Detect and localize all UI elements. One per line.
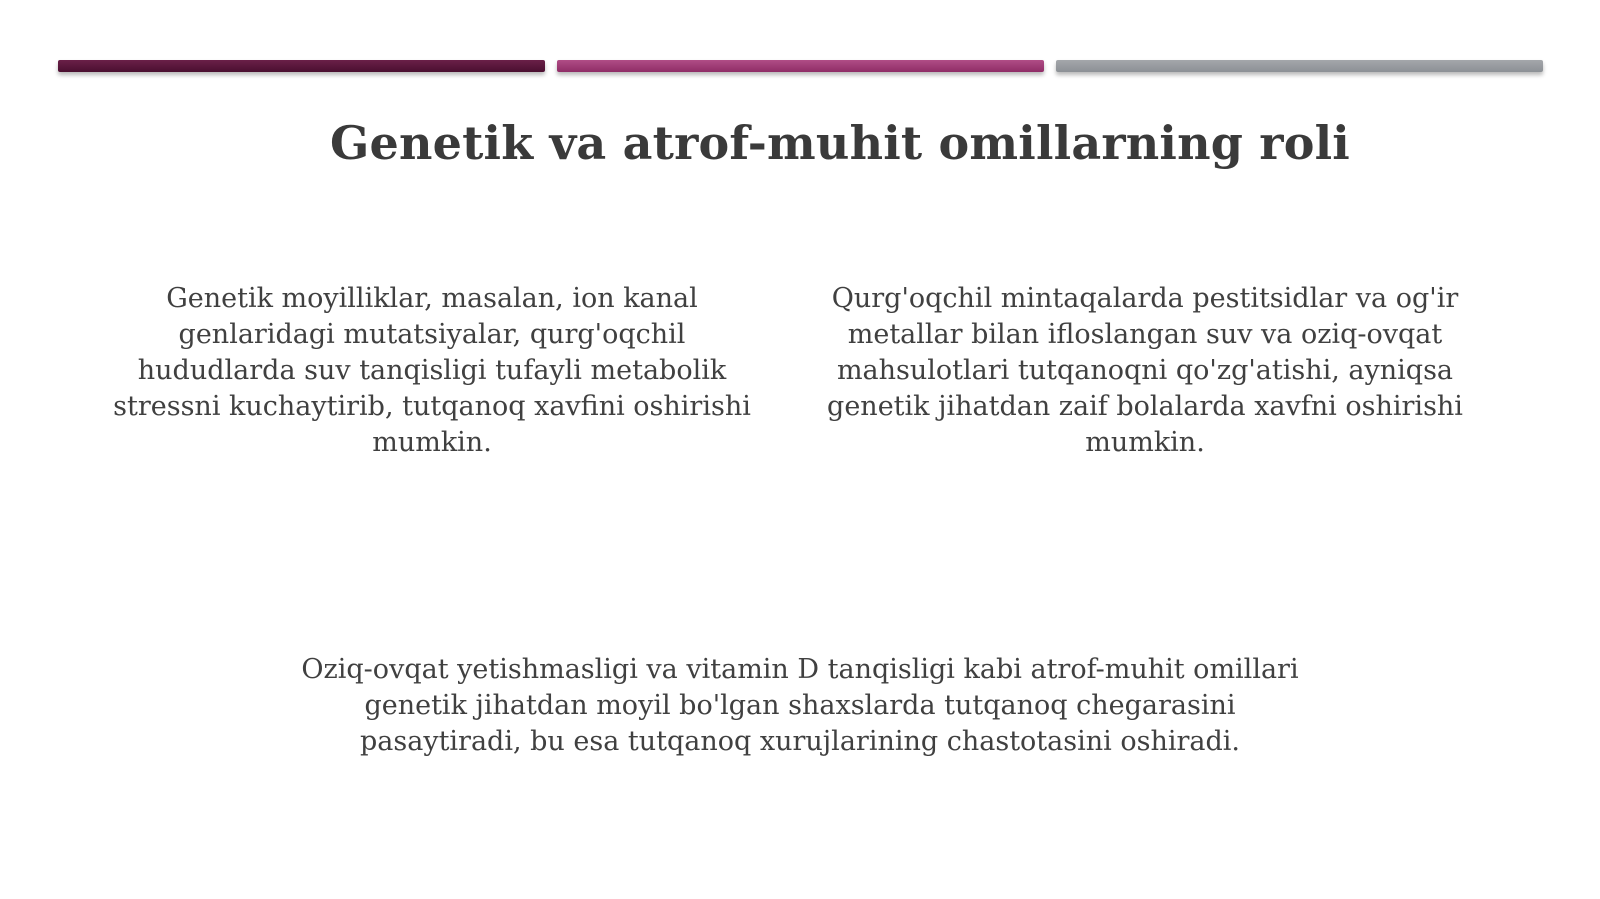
slide-title: Genetik va atrof-muhit omillarning roli (330, 116, 1350, 170)
accent-bar-dark (58, 60, 545, 72)
paragraph-right: Qurg'oqchil mintaqalarda pestitsidlar va og'ir metallar bilan ifloslangan suv va oziq-ovqat mahsulotlari tutqanoqni qo'zg'atishi, ayniqsa genetik jihatdan zaif bolalarda xavfni oshirishi mumkin. (827, 283, 1463, 458)
paragraph-bottom: Oziq-ovqat yetishmasligi va vitamin D tanqisligi kabi atrof-muhit omillari genetik jihatdan moyil bo'lgan shaxslarda tutqanoq chegarasini pasaytiradi, bu esa tutqanoq xurujlarining chastotasini oshiradi. (301, 654, 1299, 757)
accent-bar-magenta (557, 60, 1044, 72)
accent-bar-gray (1056, 60, 1543, 72)
paragraph-left: Genetik moyilliklar, masalan, ion kanal genlaridagi mutatsiyalar, qurg'oqchil hududlarda suv tanqisligi tufayli metabolik stressni kuchaytirib, tutqanoq xavfini oshirishi mumkin. (113, 283, 751, 458)
